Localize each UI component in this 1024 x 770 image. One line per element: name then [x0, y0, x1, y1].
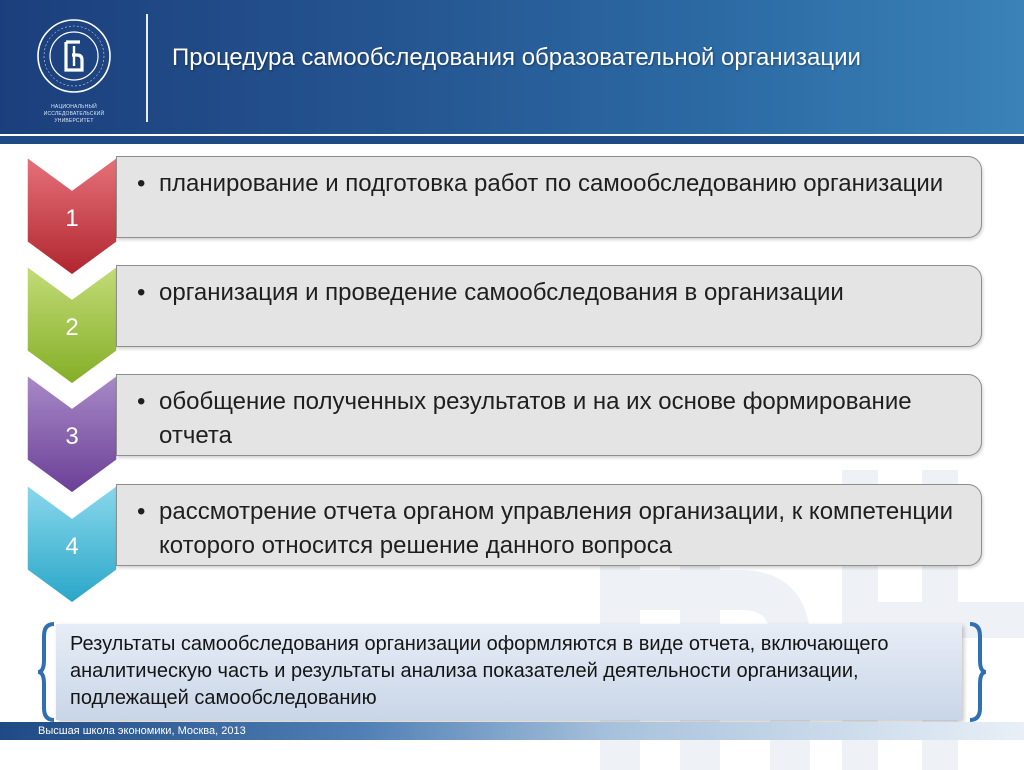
- summary-text: Результаты самообследования организации оформляются в виде отчета, включающего аналитическую часть и результаты анализа показателей деятельности организации, подлежащей самообследованию: [70, 633, 889, 709]
- left-brace-icon: [36, 620, 58, 724]
- bullet-dot: •: [137, 388, 146, 415]
- step-box: [116, 374, 982, 456]
- bullet-dot: •: [137, 498, 146, 525]
- step-number: 4: [65, 533, 79, 560]
- footer-text: Высшая школа экономики, Москва, 2013: [38, 725, 246, 737]
- right-brace-icon: [966, 620, 988, 724]
- step-4: [0, 484, 1024, 604]
- step-text: организация и проведение самообследования в организации: [159, 279, 844, 306]
- step-1: [0, 156, 1024, 276]
- step-box: [116, 265, 982, 347]
- step-text: планирование и подготовка работ по самообследованию организации: [159, 170, 944, 197]
- step-2: [0, 265, 1024, 385]
- header-divider: [146, 14, 148, 122]
- step-text: обобщение полученных результатов и на их основе формирование отчета: [159, 388, 912, 449]
- page-title: Процедура самообследования образовательной организации: [172, 44, 861, 71]
- summary-box: [56, 624, 962, 720]
- header-underline: [0, 134, 1024, 144]
- logo-caption: НАЦИОНАЛЬНЫЙ ИССЛЕДОВАТЕЛЬСКИЙ УНИВЕРСИТЕТ: [43, 104, 105, 124]
- step-box: [116, 156, 982, 238]
- bullet-dot: •: [137, 170, 146, 197]
- step-text: рассмотрение отчета органом управления организации, к компетенции которого относится решение данного вопроса: [159, 498, 953, 559]
- bullet-dot: •: [137, 279, 146, 306]
- step-number: 3: [65, 423, 79, 450]
- hse-seal-icon: [36, 18, 112, 94]
- step-3: [0, 374, 1024, 494]
- step-box: [116, 484, 982, 566]
- footer-bar: [0, 722, 1024, 740]
- step-number: 1: [65, 205, 79, 232]
- step-number: 2: [65, 314, 79, 341]
- header-bar: [0, 0, 1024, 134]
- hse-logo: [26, 18, 122, 122]
